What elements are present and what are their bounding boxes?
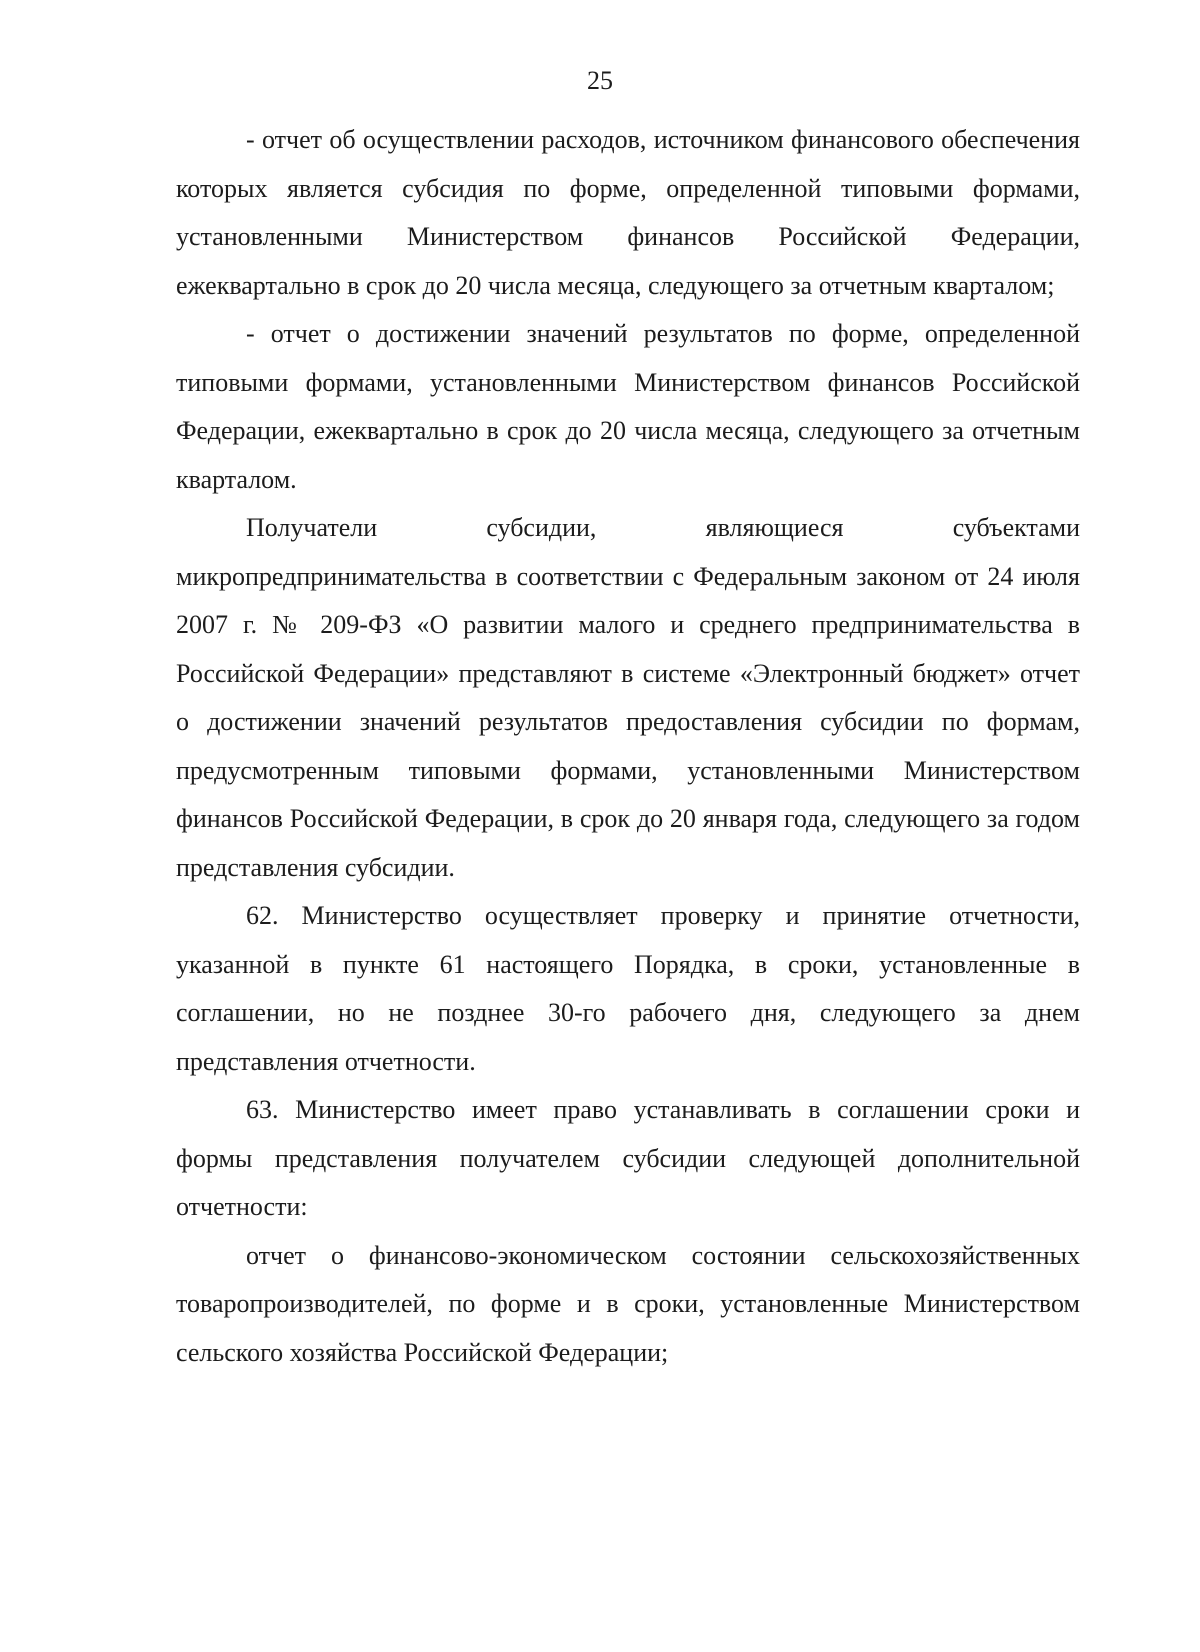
paragraph-item-62: 62. Министерство осуществляет проверку и принятие отчетности, указанной в пункте 61 настоящего Порядка, в сроки, установленные в соглашении, но не позднее 30-го рабочего дня, следующего за днем представления отчетности. — [176, 901, 1080, 1076]
paragraph-financial-economic-report: отчет о финансово-экономическом состоянии сельскохозяйственных товаропроизводителей, по форме и в сроки, установленные Министерством сельского хозяйства Российской Федерации; — [176, 1240, 1080, 1367]
paragraph-micro-enterprise-recipients: Получатели субсидии, являющиеся субъектами микропредпринимательства в соответствии с Федеральным законом от 24 июля 2007 г. № 209-ФЗ «О развитии малого и среднего предпринимательства в Российской Федерации» представляют в системе «Электронный бюджет» отчет о достижении значений результатов предоставления субсидии по формам, предусмотренным типовыми формами, установленными Министерством финансов Российской Федерации, в срок до 20 января года, следующего за годом представления субсидии. — [176, 513, 1080, 882]
paragraph-results-report: - отчет о достижении значений результатов по форме, определенной типовыми формами, установленными Министерством финансов Российской Федерации, ежеквартально в срок до 20 числа месяца, следующего за отчетным кварталом. — [176, 319, 1080, 494]
page-number: 25 — [587, 66, 613, 95]
document-body — [176, 116, 1080, 1377]
paragraph-expense-report: - отчет об осуществлении расходов, источником финансового обеспечения которых является субсидия по форме, определенной типовыми формами, установленными Министерством финансов Российской Федерации, ежеквартально в срок до 20 числа месяца, следующего за отчетным кварталом; — [176, 125, 1080, 300]
paragraph-item-63: 63. Министерство имеет право устанавливать в соглашении сроки и формы представления получателем субсидии следующей дополнительной отчетности: — [176, 1095, 1080, 1221]
